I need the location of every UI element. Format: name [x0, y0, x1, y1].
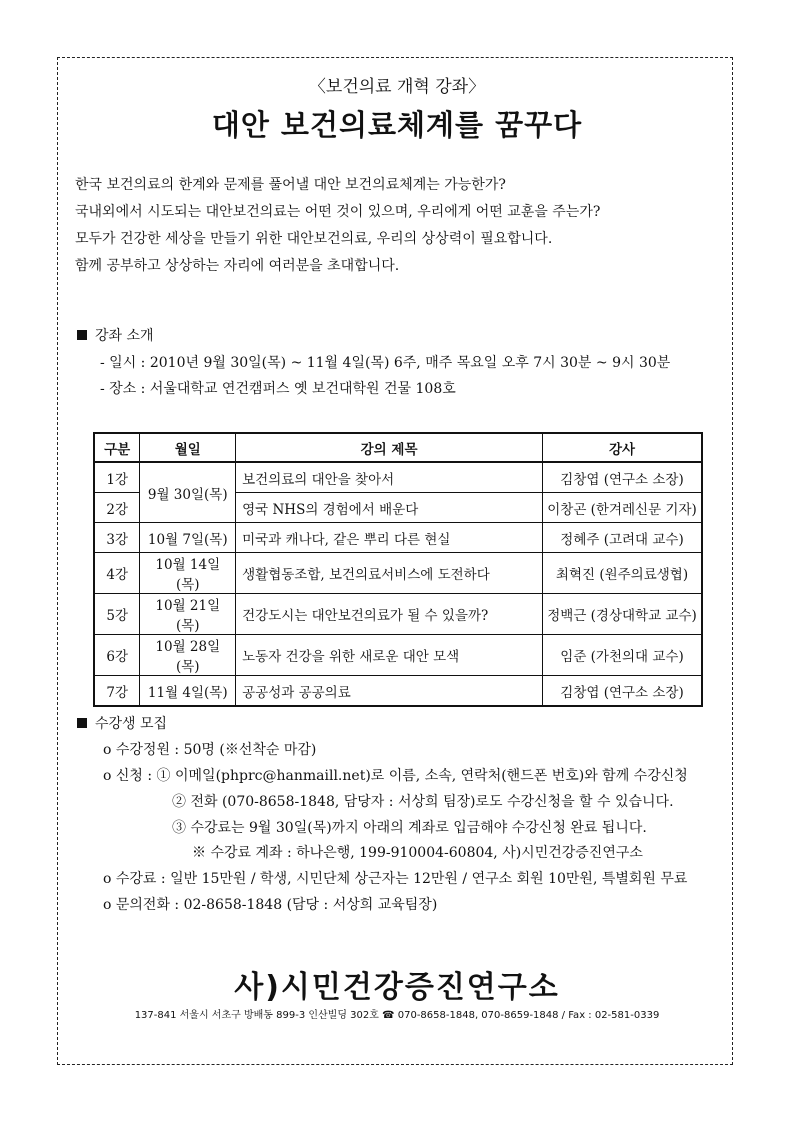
square-bullet-icon — [77, 330, 87, 340]
table-row — [94, 594, 702, 635]
table-row — [94, 462, 702, 493]
page-title: 대안 보건의료체계를 꿈꾸다 — [211, 108, 583, 142]
intro-line: 한국 보건의료의 한계와 문제를 풀어낼 대안 보건의료체계는 가능한가? — [75, 177, 506, 193]
apply-phone-line: ② 전화 (070-8658-1848, 담당자 : 서상희 팀장)로도 수강신청을 할 수 있습니다. — [172, 794, 674, 810]
lecture-series-label: 〈보건의료 개혁 강좌〉 — [308, 77, 486, 97]
intro-line: 국내외에서 시도되는 대안보건의료는 어떤 것이 있으며, 우리에게 어떤 교훈을 주는가? — [75, 204, 601, 220]
table-row — [94, 553, 702, 594]
lecturer: 최혁진 (원주의료생협) — [543, 553, 702, 594]
lecture-topic: 보건의료의 대안을 찾아서 — [236, 462, 543, 493]
recruit-heading-text: 수강생 모집 — [95, 716, 168, 732]
overview-heading — [77, 325, 154, 345]
apply-email-line: o 신청 : ① 이메일(phprc@hanmaill.net)로 이름, 소속, 연락처(핸드폰 번호)와 함께 수강신청 — [103, 768, 688, 784]
lecture-number: 5강 — [94, 594, 140, 635]
lecture-topic: 영국 NHS의 경험에서 배운다 — [236, 493, 543, 523]
lecture-date: 9월 30일(목) — [140, 462, 236, 523]
schedule-line: - 일시 : 2010년 9월 30일(목) ~ 11월 4일(목) 6주, 매주 목요일 오후 7시 30분 ~ 9시 30분 — [100, 355, 671, 371]
table-row — [94, 676, 702, 707]
lecture-date: 10월 21일(목) — [140, 594, 236, 635]
table-row — [94, 635, 702, 676]
intro-paragraph — [75, 172, 715, 280]
lecture-date: 10월 14일(목) — [140, 553, 236, 594]
table-row — [94, 523, 702, 553]
lecturer: 김창엽 (연구소 소장) — [543, 676, 702, 707]
lecturer: 이창곤 (한겨레신문 기자) — [543, 493, 702, 523]
venue-line: - 장소 : 서울대학교 연건캠퍼스 옛 보건대학원 건물 108호 — [100, 381, 456, 397]
square-bullet-icon — [77, 718, 87, 728]
column-header: 월일 — [140, 433, 236, 462]
intro-line: 함께 공부하고 상상하는 자리에 여러분을 초대합니다. — [75, 258, 400, 274]
recruit-heading — [77, 713, 167, 733]
address-line: 137-841 서울시 서초구 방배동 899-3 인산빌딩 302호 ☎ 070-8658-1848, 070-8659-1848 / Fax : 02-581-0339 — [134, 1010, 660, 1021]
intro-line: 모두가 건강한 세상을 만들기 위한 대안보건의료, 우리의 상상력이 필요합니다. — [75, 231, 553, 247]
overview-heading-text: 강좌 소개 — [95, 328, 154, 344]
capacity-line: o 수강정원 : 50명 (※선착순 마감) — [103, 742, 317, 758]
lecture-number: 1강 — [94, 462, 140, 493]
lecturer: 정백근 (경상대학교 교수) — [543, 594, 702, 635]
lecture-topic: 생활협동조합, 보건의료서비스에 도전하다 — [236, 553, 543, 594]
contact-line: o 문의전화 : 02-8658-1848 (담당 : 서상희 교육팀장) — [103, 897, 438, 913]
column-header: 구분 — [94, 433, 140, 462]
lecture-topic: 건강도시는 대안보건의료가 될 수 있을까? — [236, 594, 543, 635]
organization-name: 사)시민건강증진연구소 — [234, 970, 560, 1005]
apply-payment-line: ③ 수강료는 9월 30일(목)까지 아래의 계좌로 입금해야 수강신청 완료 됩니다. — [172, 820, 647, 836]
lecture-topic: 미국과 캐나다, 같은 뿌리 다른 현실 — [236, 523, 543, 553]
lecture-number: 2강 — [94, 493, 140, 523]
lecture-date: 11월 4일(목) — [140, 676, 236, 707]
lecture-topic: 노동자 건강을 위한 새로운 대안 모색 — [236, 635, 543, 676]
lecture-number: 7강 — [94, 676, 140, 707]
lecture-table — [93, 432, 703, 707]
column-header: 강의 제목 — [236, 433, 543, 462]
lecturer: 김창엽 (연구소 소장) — [543, 462, 702, 493]
lecture-topic: 공공성과 공공의료 — [236, 676, 543, 707]
lecturer: 정혜주 (고려대 교수) — [543, 523, 702, 553]
account-line: ※ 수강료 계좌 : 하나은행, 199-910004-60804, 사)시민건강증진연구소 — [192, 845, 643, 861]
lecture-number: 4강 — [94, 553, 140, 594]
lecture-date: 10월 7일(목) — [140, 523, 236, 553]
table-header-row — [94, 433, 702, 462]
fee-line: o 수강료 : 일반 15만원 / 학생, 시민단체 상근자는 12만원 / 연구소 회원 10만원, 특별회원 무료 — [103, 871, 688, 887]
lecture-date: 10월 28일(목) — [140, 635, 236, 676]
column-header: 강사 — [543, 433, 702, 462]
lecturer: 임준 (가천의대 교수) — [543, 635, 702, 676]
lecture-number: 3강 — [94, 523, 140, 553]
lecture-number: 6강 — [94, 635, 140, 676]
